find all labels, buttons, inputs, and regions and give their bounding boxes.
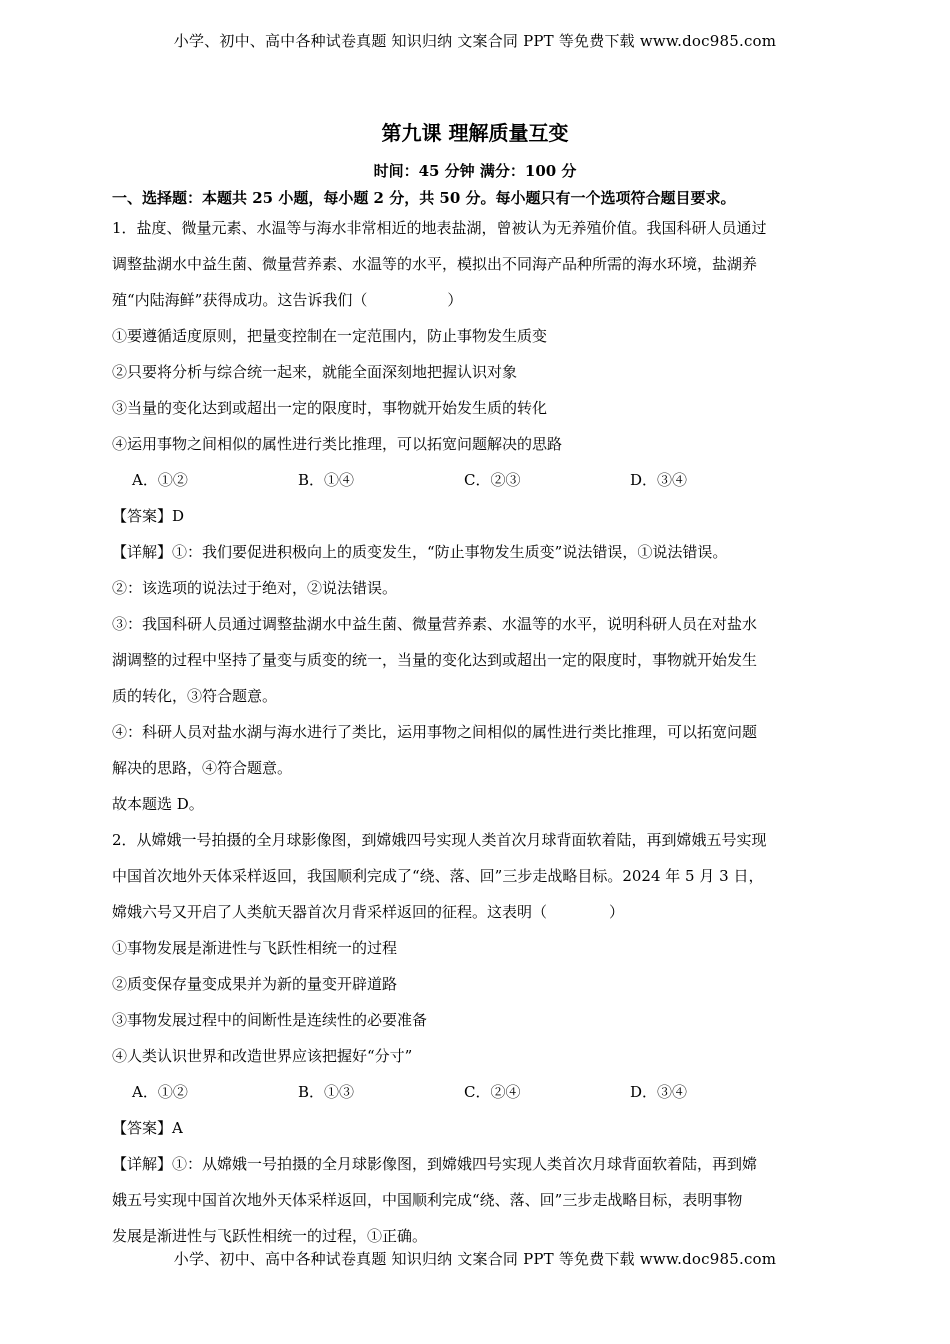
question-text: 2．从嫦娥一号拍摄的全月球影像图，到嫦娥四号实现人类首次月球背面软着陆，再到嫦娥五号实现: [112, 831, 767, 849]
question-text: 中国首次地外天体采样返回，我国顺利完成了“绕、落、回”三步走战略目标。2024 年 5 月 3 日，: [112, 867, 764, 885]
question-text: 嫦娥六号又开启了人类航天器首次月背采样返回的征程。这表明（ ）: [112, 903, 625, 921]
option-a: A．①②: [132, 471, 188, 489]
statement-item: ③当量的变化达到或超出一定的限度时，事物就开始发生质的转化: [112, 399, 548, 417]
option-b: B．①④: [298, 471, 355, 489]
explanation-line: 发展是渐进性与飞跃性相统一的过程，①正确。: [112, 1227, 428, 1245]
option-d: D．③④: [630, 471, 688, 489]
statement-item: ①事物发展是渐进性与飞跃性相统一的过程: [112, 939, 398, 957]
question-text: 殖“内陆海鲜”获得成功。这告诉我们（ ）: [112, 291, 463, 309]
option-a: A．①②: [132, 1083, 188, 1101]
statement-item: ②只要将分析与综合统一起来，就能全面深刻地把握认识对象: [112, 363, 518, 381]
explanation-line: 娥五号实现中国首次地外天体采样返回，中国顺利完成“绕、落、回”三步走战略目标，表明事物: [112, 1191, 743, 1209]
page-header: 小学、初中、高中各种试卷真题 知识归纳 文案合同 PPT 等免费下载 www.doc985.com: [173, 32, 777, 50]
explanation-line: ②：该选项的说法过于绝对，②说法错误。: [112, 579, 398, 597]
question-1: [112, 210, 842, 822]
option-c: C．②④: [464, 1083, 521, 1101]
answer: 【答案】D: [112, 507, 185, 525]
answer-options: [112, 1074, 842, 1110]
explanation-line: 【详解】①：我们要促进积极向上的质变发生，“防止事物发生质变”说法错误，①说法错误。: [112, 543, 728, 561]
question-2: [112, 822, 842, 1254]
explanation-line: 故本题选 D。: [112, 795, 204, 813]
option-d: D．③④: [630, 1083, 688, 1101]
statement-item: ③事物发展过程中的间断性是连续性的必要准备: [112, 1011, 428, 1029]
statement-item: ④人类认识世界和改造世界应该把握好“分寸”: [112, 1047, 413, 1065]
answer-options: [112, 462, 842, 498]
option-b: B．①③: [298, 1083, 355, 1101]
explanation-line: 【详解】①：从嫦娥一号拍摄的全月球影像图，到嫦娥四号实现人类首次月球背面软着陆，再到嫦: [112, 1155, 758, 1173]
explanation-line: 湖调整的过程中坚持了量变与质变的统一，当量的变化达到或超出一定的限度时，事物就开始发生: [112, 651, 758, 669]
statement-item: ④运用事物之间相似的属性进行类比推理，可以拓宽问题解决的思路: [112, 435, 563, 453]
statement-item: ②质变保存量变成果并为新的量变开辟道路: [112, 975, 398, 993]
section-heading: 一、选择题：本题共 25 小题，每小题 2 分，共 50 分。每小题只有一个选项符合题目要求。: [112, 189, 736, 207]
answer: 【答案】A: [112, 1119, 183, 1137]
question-text: 1．盐度、微量元素、水温等与海水非常相近的地表盐湖，曾被认为无养殖价值。我国科研人员通过: [112, 219, 767, 237]
document-body: [112, 186, 842, 1254]
explanation-line: ③：我国科研人员通过调整盐湖水中益生菌、微量营养素、水温等的水平，说明科研人员在对盐水: [112, 615, 758, 633]
option-c: C．②③: [464, 471, 521, 489]
exam-meta: 时间：45 分钟 满分：100 分: [373, 162, 577, 180]
explanation-line: 解决的思路，④符合题意。: [112, 759, 293, 777]
question-text: 调整盐湖水中益生菌、微量营养素、水温等的水平，模拟出不同海产品种所需的海水环境，盐湖养: [112, 255, 758, 273]
page-footer: 小学、初中、高中各种试卷真题 知识归纳 文案合同 PPT 等免费下载 www.doc985.com: [173, 1250, 777, 1268]
explanation-line: ④：科研人员对盐水湖与海水进行了类比，运用事物之间相似的属性进行类比推理，可以拓宽问题: [112, 723, 758, 741]
explanation-line: 质的转化，③符合题意。: [112, 687, 278, 705]
statement-item: ①要遵循适度原则，把量变控制在一定范围内，防止事物发生质变: [112, 327, 548, 345]
page-title: 第九课 理解质量互变: [381, 121, 569, 145]
